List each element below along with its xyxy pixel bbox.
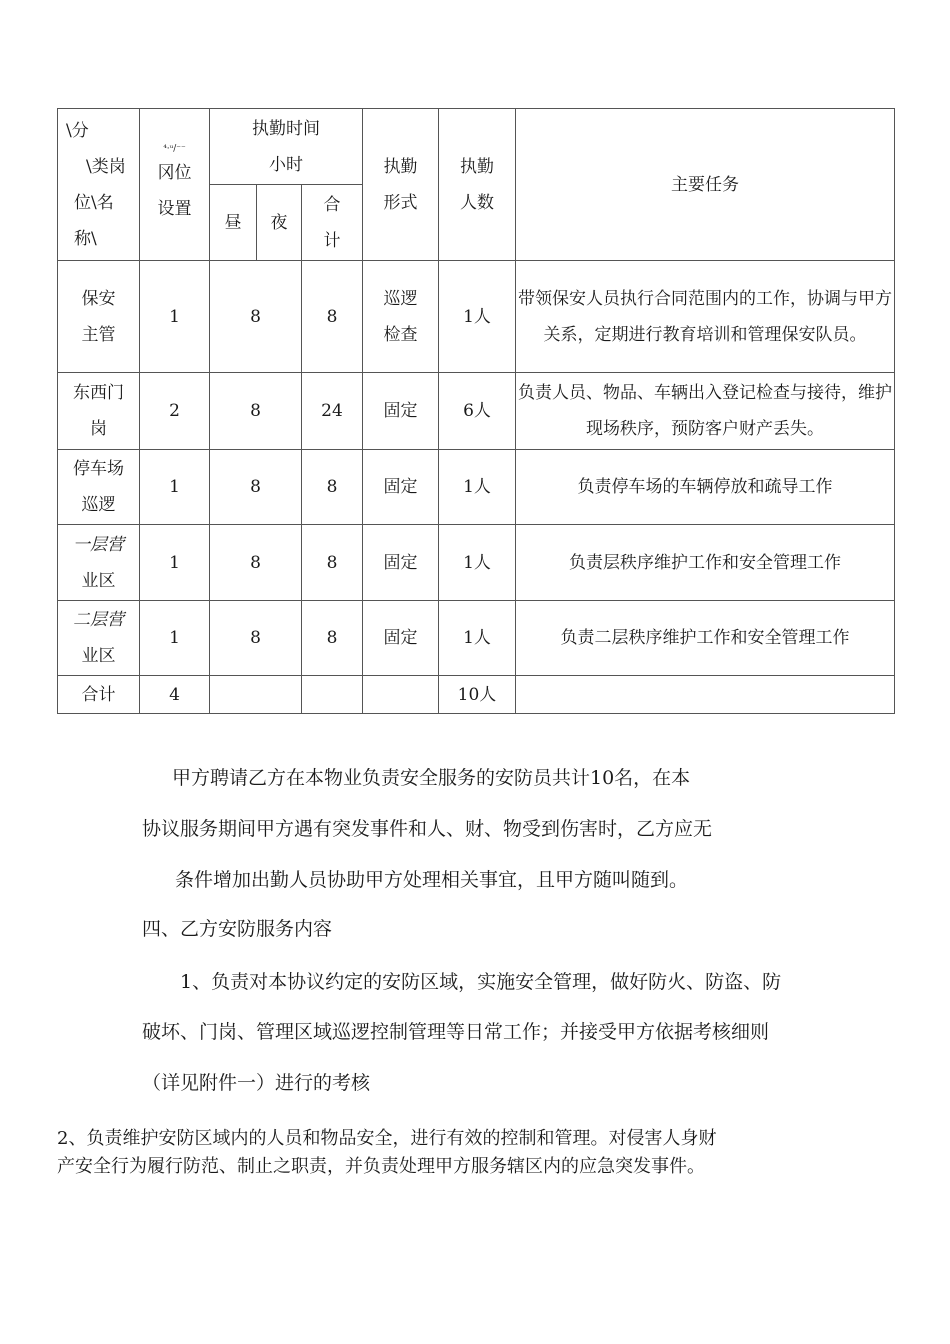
- row-name: 东西门 岗: [58, 373, 140, 450]
- paragraph-line: 2、负责维护安防区域内的人员和物品安全，进行有效的控制和管理。对侵害人身财: [57, 1128, 717, 1149]
- paragraph-line: 甲方聘请乙方在本物业负责安全服务的安防员共计10名，在本: [172, 767, 691, 789]
- header-night: 夜: [257, 185, 302, 261]
- header-form: 执勤 形式: [363, 109, 439, 261]
- row-task: 负责人员、物品、车辆出入登记检查与接待，维护现场秩序，预防客户财产丢失。: [516, 373, 895, 450]
- sum-hours-empty: [210, 676, 302, 714]
- paragraph-line: 协议服务期间甲方遇有突发事件和人、财、物受到伤害时，乙方应无: [142, 818, 713, 840]
- row-total: 8: [302, 601, 363, 676]
- row-task: 负责二层秩序维护工作和安全管理工作: [516, 601, 895, 676]
- sum-task-empty: [516, 676, 895, 714]
- row-hours: 8: [210, 261, 302, 373]
- sum-posts: 4: [140, 676, 210, 714]
- sum-row: [58, 676, 895, 714]
- duty-table: [57, 108, 895, 714]
- row-hours: 8: [210, 450, 302, 525]
- row-hours: 8: [210, 601, 302, 676]
- row-count: 1人: [439, 525, 516, 601]
- sum-count: 10人: [439, 676, 516, 714]
- row-form: 固定: [363, 450, 439, 525]
- row-total: 8: [302, 525, 363, 601]
- table-row: [58, 450, 895, 525]
- row-count: 6人: [439, 373, 516, 450]
- header-day: 昼: [210, 185, 257, 261]
- row-form: 固定: [363, 525, 439, 601]
- row-posts: 1: [140, 601, 210, 676]
- sum-label: 合计: [58, 676, 140, 714]
- row-task: 带领保安人员执行合同范围内的工作，协调与甲方关系，定期进行教育培训和管理保安队员。: [516, 261, 895, 373]
- row-count: 1人: [439, 450, 516, 525]
- row-name: 停车场 巡逻: [58, 450, 140, 525]
- row-name: 保安 主管: [58, 261, 140, 373]
- table-row: [58, 601, 895, 676]
- row-total: 24: [302, 373, 363, 450]
- header-category: \分 \类岗 位\名 称\: [58, 109, 140, 261]
- row-hours: 8: [210, 373, 302, 450]
- header-total: 合 计: [302, 185, 363, 261]
- row-form: 巡逻 检查: [363, 261, 439, 373]
- header-post: ⁴·ᵘ/⁻⁻ 冈位 设置: [140, 109, 210, 261]
- table-row: [58, 525, 895, 601]
- row-posts: 1: [140, 450, 210, 525]
- sum-total-empty: [302, 676, 363, 714]
- paragraph-line: （详见附件一）进行的考核: [142, 1072, 371, 1094]
- header-count: 执勤 人数: [439, 109, 516, 261]
- row-task: 负责层秩序维护工作和安全管理工作: [516, 525, 895, 601]
- paragraph-line: 破坏、门岗、管理区域巡逻控制管理等日常工作；并接受甲方依据考核细则: [142, 1021, 770, 1043]
- row-total: 8: [302, 261, 363, 373]
- row-form: 固定: [363, 373, 439, 450]
- row-name: 一层营 业区: [58, 525, 140, 601]
- paragraph-line: 产安全行为履行防范、制止之职责，并负责处理甲方服务辖区内的应急突发事件。: [57, 1156, 705, 1177]
- row-form: 固定: [363, 601, 439, 676]
- row-total: 8: [302, 450, 363, 525]
- row-task: 负责停车场的车辆停放和疏导工作: [516, 450, 895, 525]
- row-posts: 1: [140, 261, 210, 373]
- header-task: 主要任务: [516, 109, 895, 261]
- row-posts: 1: [140, 525, 210, 601]
- row-name: 二层营 业区: [58, 601, 140, 676]
- row-posts: 2: [140, 373, 210, 450]
- header-hours: 执勤时间 小时: [210, 109, 363, 185]
- table-row: [58, 373, 895, 450]
- paragraph-line: 1、负责对本协议约定的安防区域，实施安全管理，做好防火、防盗、防: [180, 971, 782, 993]
- row-count: 1人: [439, 601, 516, 676]
- row-count: 1人: [439, 261, 516, 373]
- paragraph-line: 条件增加出勤人员协助甲方处理相关事宜，且甲方随叫随到。: [175, 869, 689, 891]
- sum-form-empty: [363, 676, 439, 714]
- section-heading: 四、乙方安防服务内容: [142, 918, 333, 940]
- row-hours: 8: [210, 525, 302, 601]
- post-mark: ⁴·ᵘ/⁻⁻: [163, 143, 186, 154]
- table-row: [58, 261, 895, 373]
